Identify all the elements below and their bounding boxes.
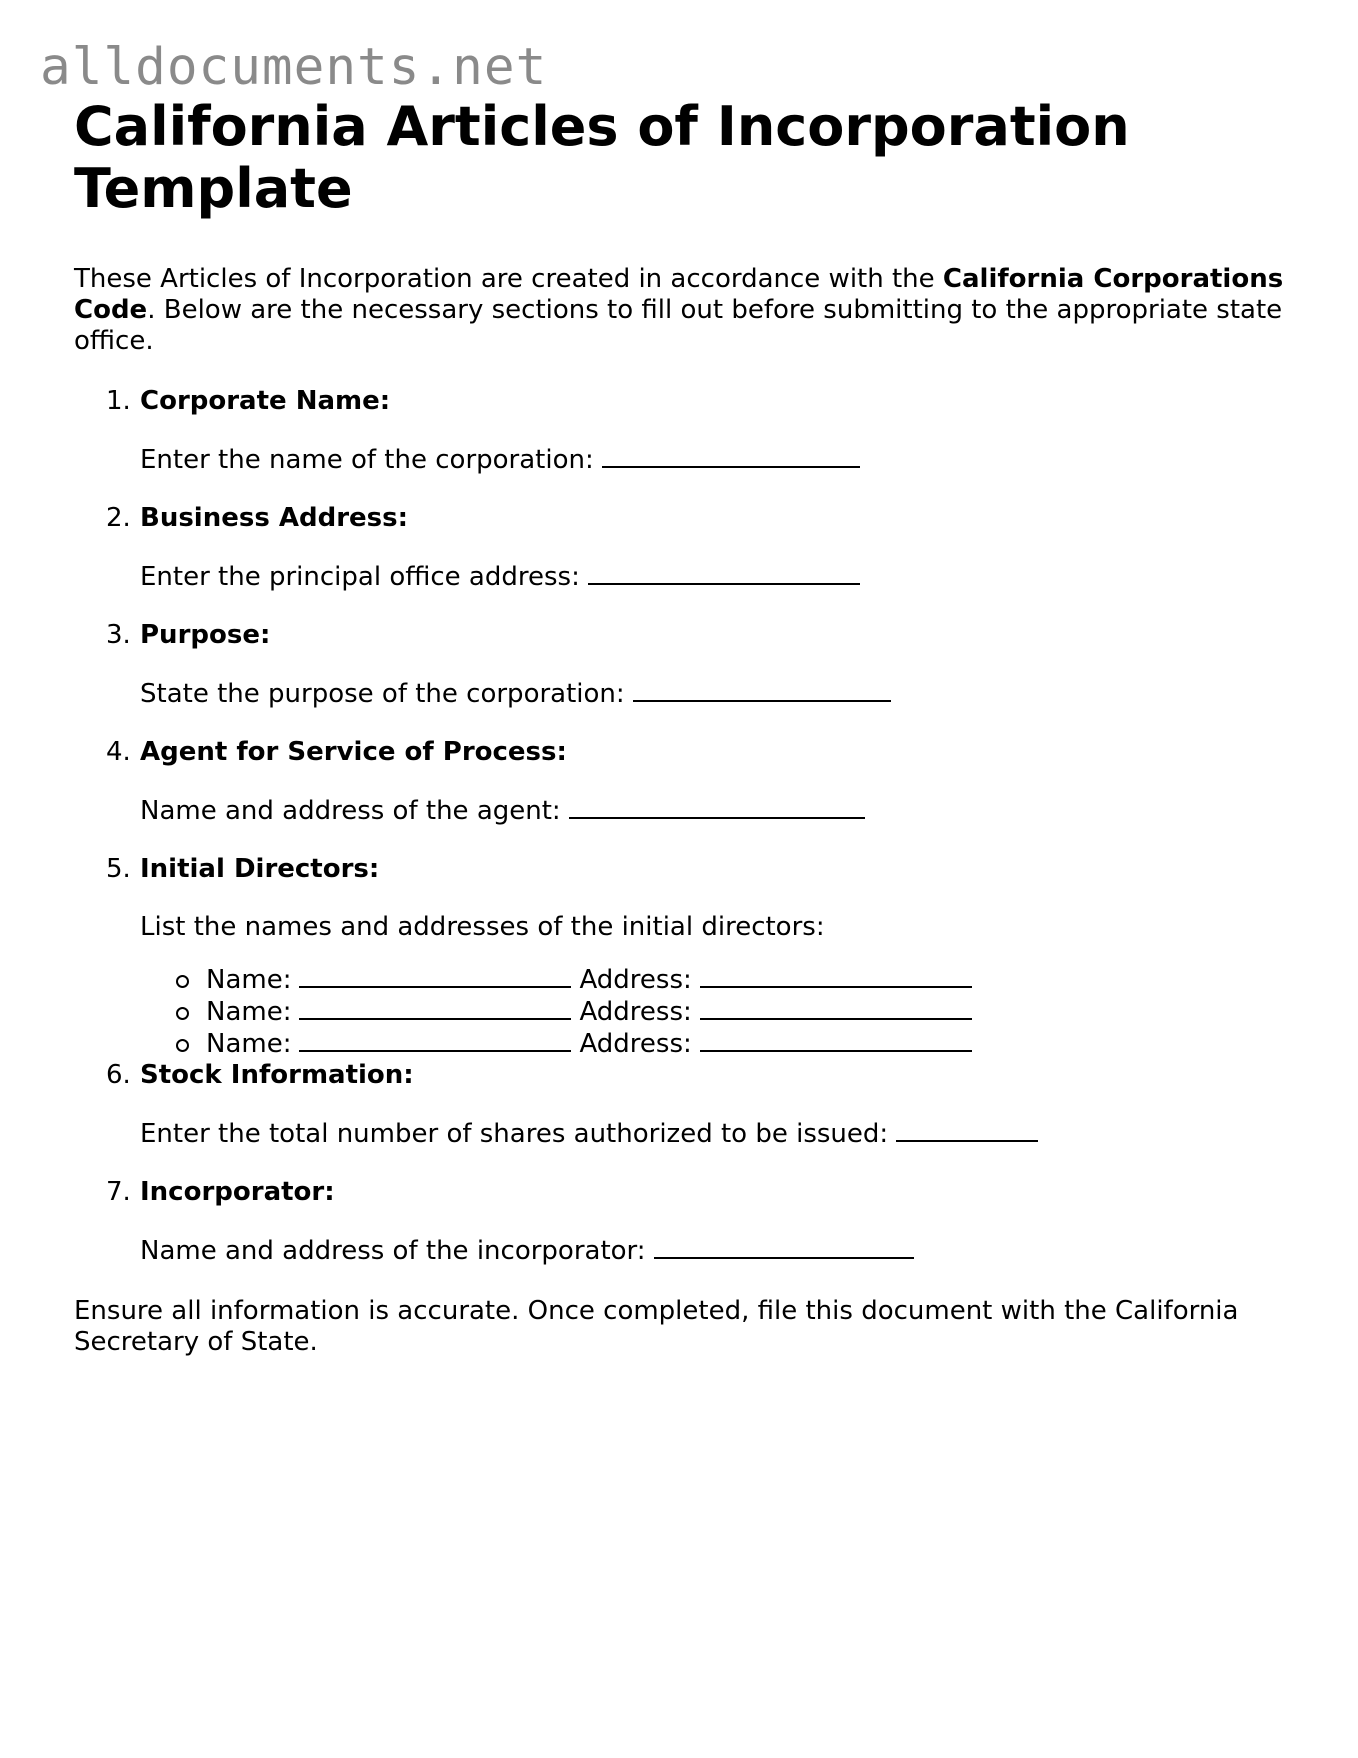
section-stock-information xyxy=(106,1060,1294,1150)
office-address-blank[interactable] xyxy=(588,561,860,585)
section-agent xyxy=(106,737,1294,827)
watermark-logo: alldocuments.net xyxy=(40,38,548,97)
section-number: 3. xyxy=(106,620,131,650)
section-heading: Business Address: xyxy=(140,503,409,533)
director-name-label: Name: xyxy=(206,1029,292,1059)
sections-list xyxy=(74,386,1294,1267)
section-prompt: Enter the principal office address: xyxy=(140,562,580,592)
director-address-blank[interactable] xyxy=(700,964,972,988)
section-initial-directors xyxy=(106,854,1294,1060)
section-number: 2. xyxy=(106,503,131,533)
director-name-blank[interactable] xyxy=(299,996,571,1020)
section-heading: Corporate Name: xyxy=(140,386,391,416)
circle-bullet-icon xyxy=(176,1007,189,1020)
section-incorporator xyxy=(106,1177,1294,1267)
section-number: 1. xyxy=(106,386,131,416)
section-prompt: Name and address of the agent: xyxy=(140,796,561,826)
section-purpose xyxy=(106,620,1294,710)
circle-bullet-icon xyxy=(176,975,189,988)
closing-paragraph: Ensure all information is accurate. Once completed, file this document with the California Secretary of State. xyxy=(74,1296,1239,1357)
director-address-blank[interactable] xyxy=(700,1028,972,1052)
intro-paragraph xyxy=(74,264,1289,357)
intro-text-2: . Below are the necessary sections to fill out before submitting to the appropriate state office. xyxy=(74,295,1283,356)
section-heading: Initial Directors: xyxy=(140,854,380,884)
section-prompt: State the purpose of the corporation: xyxy=(140,679,625,709)
director-name-label: Name: xyxy=(206,997,292,1027)
intro-text-1: These Articles of Incorporation are created in accordance with the xyxy=(74,264,943,294)
section-heading: Agent for Service of Process: xyxy=(140,737,567,767)
section-prompt: Name and address of the incorporator: xyxy=(140,1236,646,1266)
section-heading: Incorporator: xyxy=(140,1177,335,1207)
incorporator-blank[interactable] xyxy=(654,1235,914,1259)
director-name-label: Name: xyxy=(206,965,292,995)
section-number: 4. xyxy=(106,737,131,767)
circle-bullet-icon xyxy=(176,1039,189,1052)
director-address-blank[interactable] xyxy=(700,996,972,1020)
director-address-label: Address: xyxy=(579,997,692,1027)
section-prompt: Enter the name of the corporation: xyxy=(140,445,594,475)
document-page xyxy=(74,96,1294,1358)
intro-bold-code: California Corporations Code xyxy=(74,264,1284,325)
agent-blank[interactable] xyxy=(569,795,865,819)
section-business-address xyxy=(106,503,1294,593)
section-number: 7. xyxy=(106,1177,131,1207)
director-name-blank[interactable] xyxy=(299,964,571,988)
corporation-name-blank[interactable] xyxy=(602,444,860,468)
section-number: 5. xyxy=(106,854,131,884)
section-heading: Purpose: xyxy=(140,620,271,650)
section-heading: Stock Information: xyxy=(140,1060,414,1090)
director-name-blank[interactable] xyxy=(299,1028,571,1052)
director-address-label: Address: xyxy=(579,965,692,995)
section-number: 6. xyxy=(106,1060,131,1090)
section-prompt: Enter the total number of shares authorized to be issued: xyxy=(140,1119,889,1149)
purpose-blank[interactable] xyxy=(633,678,891,702)
director-row xyxy=(140,1028,1294,1060)
directors-list xyxy=(140,964,1294,1060)
shares-blank[interactable] xyxy=(896,1118,1038,1142)
director-row xyxy=(140,964,1294,996)
document-title: California Articles of Incorporation Template xyxy=(74,95,1130,220)
director-row xyxy=(140,996,1294,1028)
section-corporate-name xyxy=(106,386,1294,476)
section-prompt: List the names and addresses of the initial directors: xyxy=(140,912,825,942)
director-address-label: Address: xyxy=(579,1029,692,1059)
